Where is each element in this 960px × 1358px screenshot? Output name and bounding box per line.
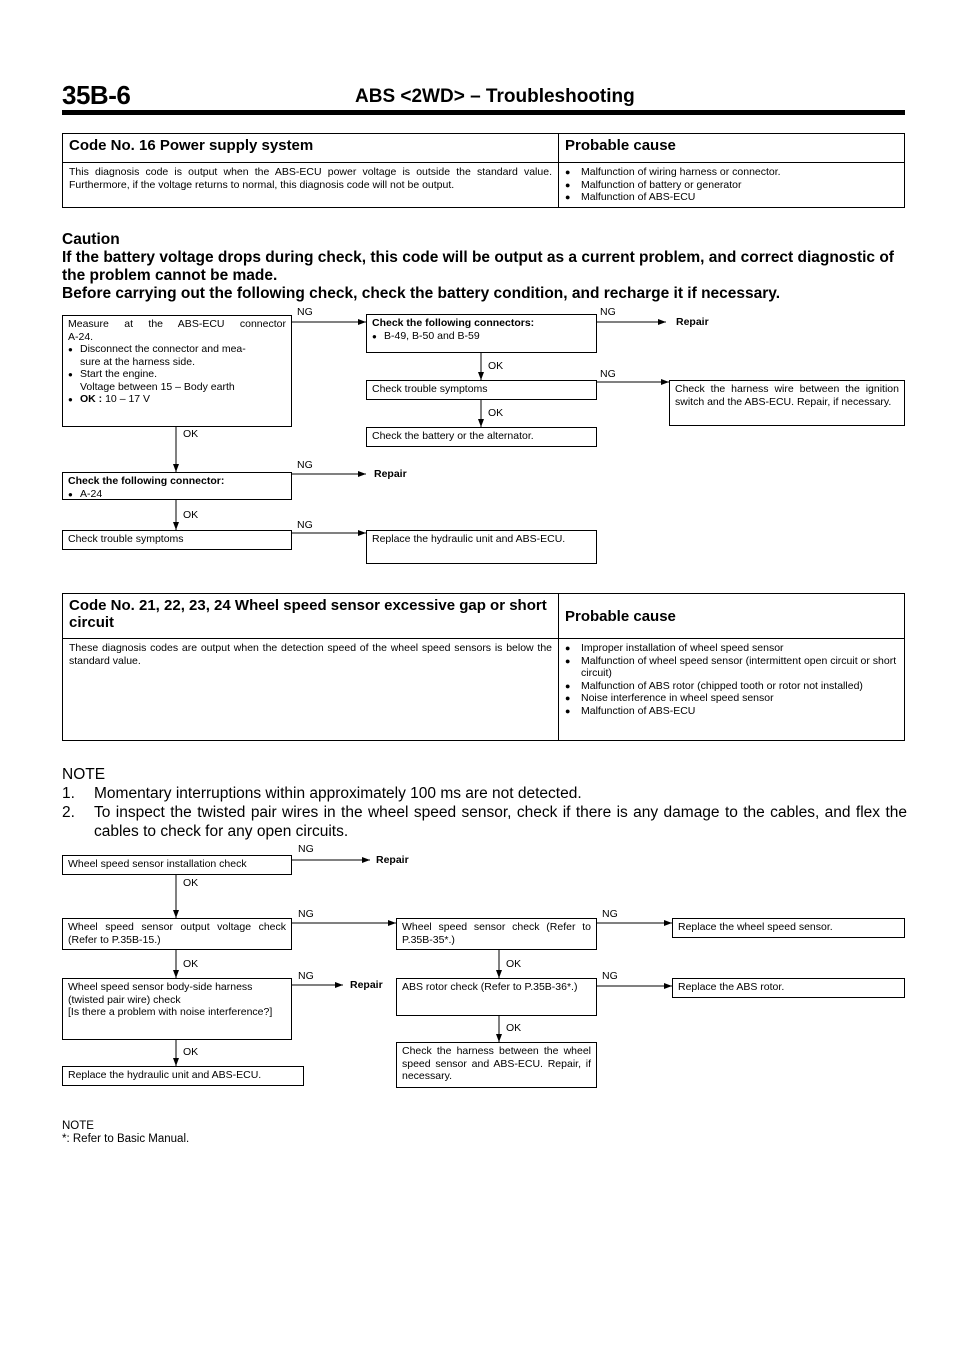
ng-label: NG (297, 519, 313, 531)
output-voltage-box: Wheel speed sensor output voltage check (Refer to P.35B-15.) (62, 918, 292, 950)
measure-abs-ecu-box (62, 315, 292, 427)
note-item-2-text: To inspect the twisted pair wires in the wheel speed sensor, check if there is any damage to the cables, and flex the cables to check for any open circuits. (94, 804, 907, 840)
note-item-2 (62, 803, 907, 841)
ok-label: OK (488, 360, 504, 372)
ok-label: OK (183, 877, 199, 889)
sensor-check-box: Wheel speed sensor check (Refer to P.35B-35*.) (396, 918, 597, 950)
caution-line-1: If the battery voltage drops during check, this code will be output as a current problem, and correct diagnostic of the problem cannot be made. (62, 249, 894, 284)
ng-label: NG (602, 970, 618, 982)
footnote-title: NOTE (62, 1120, 94, 1132)
check-battery-box: Check the battery or the alternator. (366, 427, 597, 447)
cause-item: ● Improper installation of wheel speed sensor (565, 642, 898, 655)
ok-label: OK : (80, 393, 103, 405)
note-block (62, 765, 907, 841)
cause-item: ● Malfunction of ABS-ECU (565, 705, 898, 718)
note-item-2-number: 2. (62, 804, 75, 821)
ng-label: NG (298, 908, 314, 920)
probable-cause-header-2: Probable cause (559, 594, 905, 639)
code-21-24-title: Code No. 21, 22, 23, 24 Wheel speed sensor excessive gap or short circuit (63, 594, 559, 639)
check-connector-a24-line-1: Check the following connector: (68, 475, 225, 487)
check-connectors-bullet: ● B-49, B-50 and B-59 (372, 330, 591, 343)
measure-line-2: A-24. (68, 330, 94, 343)
ng-label: NG (297, 459, 313, 471)
replace-hydraulic-box-1: Replace the hydraulic unit and ABS-ECU. (366, 530, 597, 564)
harness-check-box (62, 978, 292, 1040)
code-16-title: Code No. 16 Power supply system (63, 134, 559, 163)
ok-label: OK (488, 407, 504, 419)
ok-label: OK (183, 958, 199, 970)
check-harness-box-2: Check the harness between the wheel speed sensor and ABS-ECU. Repair, if necessary. (396, 1042, 597, 1088)
repair-3: Repair (376, 854, 409, 866)
check-connector-a24-box (62, 472, 292, 500)
measure-line-1: Measure at the ABS-ECU connector (68, 318, 286, 330)
cause-item: ● Malfunction of ABS-ECU (565, 191, 898, 204)
replace-sensor-box: Replace the wheel speed sensor. (672, 918, 905, 938)
cause-item: ● Malfunction of wiring harness or connector. (565, 166, 898, 179)
page-title: ABS <2WD> – Troubleshooting (355, 86, 635, 107)
repair-2: Repair (374, 468, 407, 480)
ng-label: NG (298, 843, 314, 855)
measure-bullet-3 (68, 393, 286, 406)
ok-label: OK (183, 428, 199, 440)
rotor-check-box: ABS rotor check (Refer to P.35B-36*.) (396, 978, 597, 1016)
cause-item: ● Malfunction of ABS rotor (chipped tooth or rotor not installed) (565, 680, 898, 693)
ok-label: OK (183, 509, 199, 521)
ok-label: OK (506, 958, 522, 970)
ng-label: NG (297, 306, 313, 318)
replace-rotor-box: Replace the ABS rotor. (672, 978, 905, 998)
check-connectors-box (366, 314, 597, 353)
note-title: NOTE (62, 766, 106, 783)
install-check-box: Wheel speed sensor installation check (62, 855, 292, 875)
ng-label: NG (600, 306, 616, 318)
measure-bullet-2: ● Start the engine. (68, 368, 286, 381)
caution-title: Caution (62, 231, 120, 248)
check-connectors-line-1: Check the following connectors: (372, 317, 535, 329)
footnote-text: *: Refer to Basic Manual. (62, 1133, 190, 1145)
repair-1: Repair (676, 316, 709, 328)
ng-label: NG (600, 368, 616, 380)
check-trouble-box-1: Check trouble symptoms (366, 380, 597, 400)
cause-item: ● Malfunction of wheel speed sensor (intermittent open circuit or short circuit) (565, 655, 898, 680)
note-item-1-number: 1. (62, 785, 75, 802)
code-21-24-table (62, 593, 905, 741)
measure-bullet-1b: sure at the harness side. (80, 355, 195, 368)
code-16-description: This diagnosis code is output when the ABS-ECU power voltage is outside the standard value. Furthermore, if the voltage returns to normal, this diagnosis code will not be output. (63, 163, 559, 208)
cause-item: ● Malfunction of battery or generator (565, 179, 898, 192)
ok-value: 10 – 17 V (105, 393, 151, 405)
repair-4: Repair (350, 979, 383, 991)
probable-cause-header: Probable cause (559, 134, 905, 163)
ng-label: NG (602, 908, 618, 920)
harness-check-line-1: Wheel speed sensor body-side harness (68, 981, 253, 993)
check-trouble-box-2: Check trouble symptoms (62, 530, 292, 550)
ok-label: OK (183, 1046, 199, 1058)
replace-hydraulic-box-2: Replace the hydraulic unit and ABS-ECU. (62, 1066, 304, 1086)
note-item-1 (62, 784, 907, 803)
code-21-24-description: These diagnosis codes are output when the detection speed of the wheel speed sensors is below the standard value. (63, 639, 559, 741)
ok-label: OK (506, 1022, 522, 1034)
measure-bullet-2b: Voltage between 15 – Body earth (80, 380, 235, 393)
note-item-1-text: Momentary interruptions within approximately 100 ms are not detected. (94, 785, 582, 802)
harness-check-line-2: (twisted pair wire) check (68, 993, 181, 1006)
check-harness-box-1: Check the harness wire between the ignition switch and the ABS-ECU. Repair, if necessary. (669, 380, 905, 426)
caution-line-2: Before carrying out the following check, check the battery condition, and recharge it if necessary. (62, 285, 781, 302)
footnote (62, 1120, 189, 1146)
ng-label: NG (298, 970, 314, 982)
code-21-24-causes (565, 642, 898, 717)
measure-bullet-1: ● Disconnect the connector and mea- (68, 343, 286, 356)
cause-item: ● Noise interference in wheel speed sensor (565, 692, 898, 705)
harness-check-line-3: [Is there a problem with noise interference?] (68, 1006, 273, 1018)
page-number: 35B-6 (62, 80, 131, 110)
check-connector-a24-bullet: ● A-24 (68, 488, 286, 501)
